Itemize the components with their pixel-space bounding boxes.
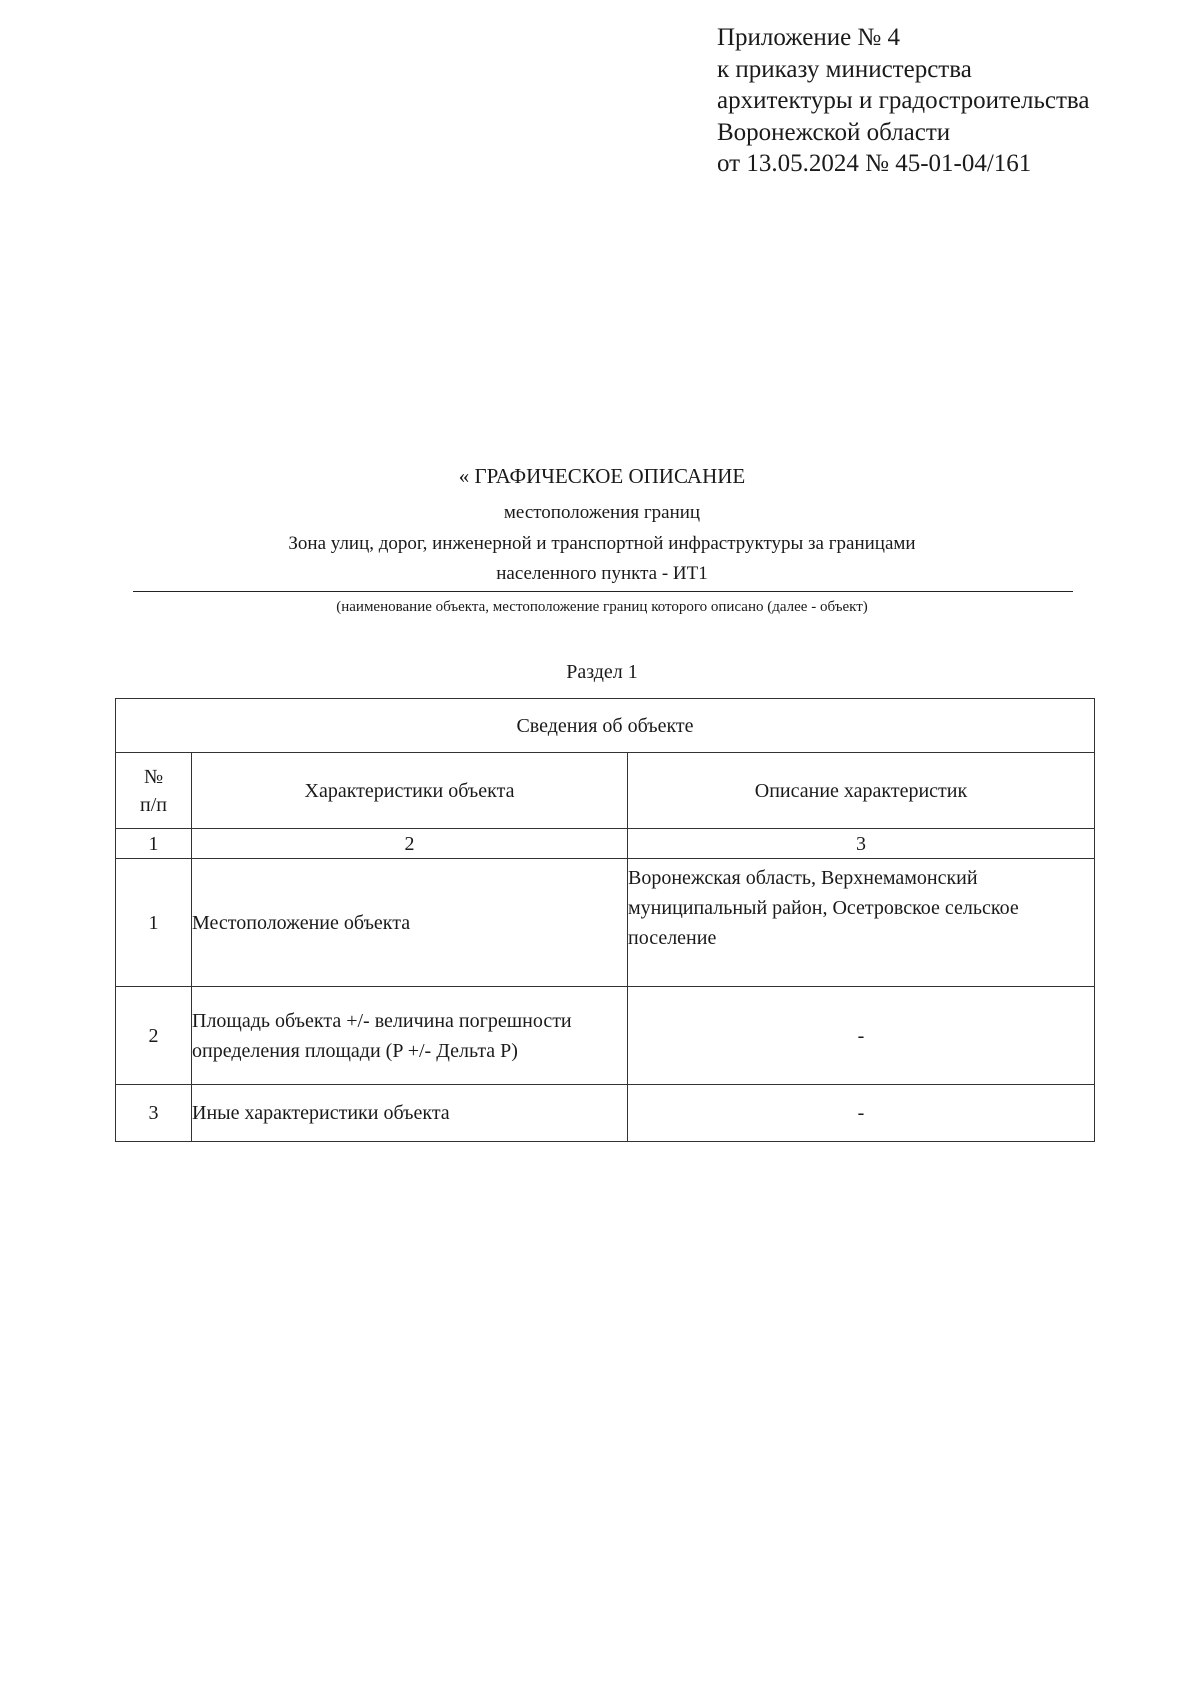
table-caption: Сведения об объекте bbox=[116, 699, 1095, 753]
object-info-table bbox=[115, 698, 1095, 1142]
header-number bbox=[116, 753, 192, 829]
table-row bbox=[116, 987, 1095, 1085]
appendix-line: Воронежской области bbox=[717, 118, 951, 146]
appendix-line: Приложение № 4 bbox=[717, 24, 901, 51]
row-description: - bbox=[628, 987, 1095, 1085]
column-index: 2 bbox=[192, 829, 628, 859]
header-characteristic: Характеристики объекта bbox=[192, 753, 628, 829]
document-title: « ГРАФИЧЕСКОЕ ОПИСАНИЕ bbox=[458, 464, 746, 488]
column-index: 3 bbox=[628, 829, 1095, 859]
appendix-line: от 13.05.2024 № 45-01-04/161 bbox=[717, 150, 1032, 177]
header-number-symbol: № bbox=[143, 765, 164, 788]
appendix-block bbox=[717, 22, 1089, 180]
object-name-line: населенного пункта - ИТ1 bbox=[496, 563, 708, 584]
row-characteristic: Иные характеристики объекта bbox=[192, 1085, 628, 1142]
row-description: Воронежская область, Верхнемамонский муниципальный район, Осетровское сельское поселение bbox=[628, 859, 1095, 987]
row-number: 2 bbox=[116, 987, 192, 1085]
row-number: 1 bbox=[116, 859, 192, 987]
header-description: Описание характеристик bbox=[628, 753, 1095, 829]
table-row bbox=[116, 1085, 1095, 1142]
section-title: Раздел 1 bbox=[566, 661, 638, 683]
row-description: - bbox=[628, 1085, 1095, 1142]
row-characteristic: Площадь объекта +/- величина погрешности определения площади (P +/- Дельта P) bbox=[192, 987, 628, 1085]
appendix-line: к приказу министерства bbox=[717, 55, 972, 83]
document-subtitle: местоположения границ bbox=[503, 502, 701, 523]
header-number-abbr: п/п bbox=[140, 793, 167, 816]
table-header-row bbox=[116, 753, 1095, 829]
table-row bbox=[116, 859, 1095, 987]
underline-rule bbox=[133, 591, 1073, 592]
appendix-line: архитектуры и градостроительства bbox=[717, 87, 1090, 114]
table-caption-row bbox=[116, 699, 1095, 753]
column-index: 1 bbox=[116, 829, 192, 859]
row-characteristic: Местоположение объекта bbox=[192, 859, 628, 987]
row-number: 3 bbox=[116, 1085, 192, 1142]
object-name-line: Зона улиц, дорог, инженерной и транспортной инфраструктуры за границами bbox=[288, 533, 916, 554]
column-index-row bbox=[116, 829, 1095, 859]
object-name-caption: (наименование объекта, местоположение границ которого описано (далее - объект) bbox=[336, 599, 868, 615]
